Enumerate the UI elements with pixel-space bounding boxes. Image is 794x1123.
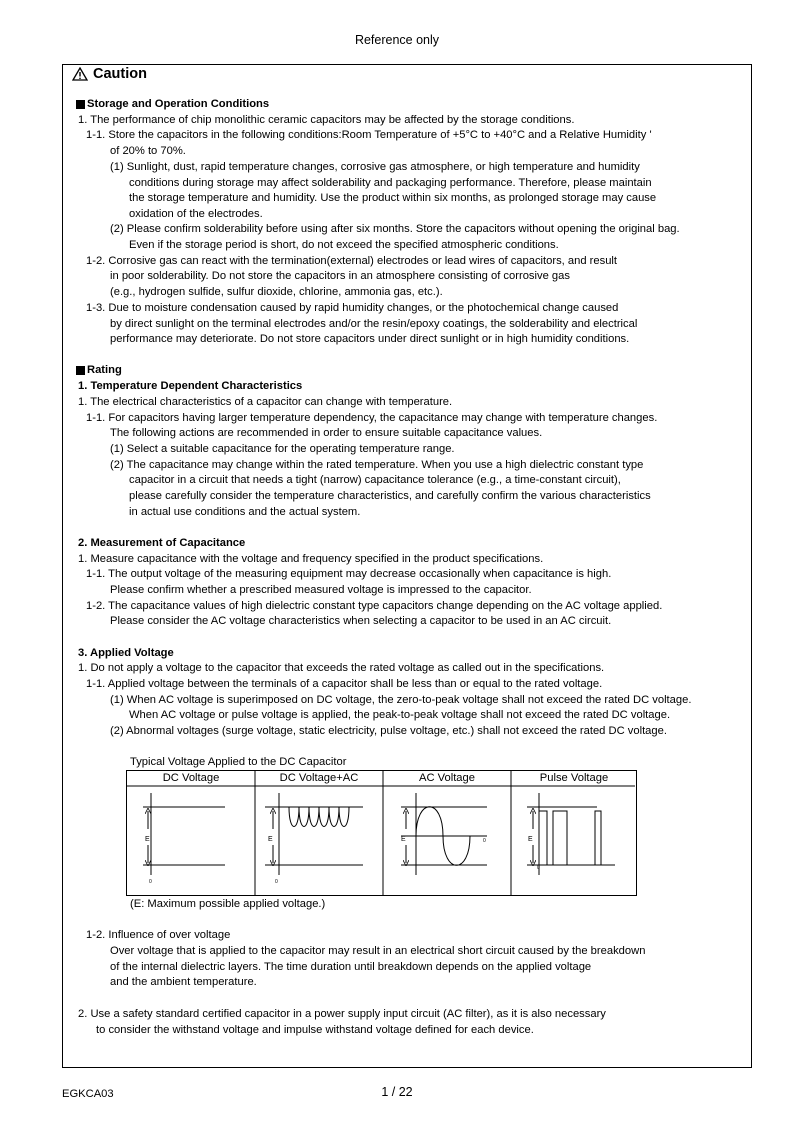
storage-line: of 20% to 70%. [110,145,186,157]
overvoltage-line: and the ambient temperature. [110,976,257,988]
figure-column-header: DC Voltage+AC [279,772,359,784]
storage-line: 1. The performance of chip monolithic ceramic capacitors may be affected by the storage conditions. [78,114,575,126]
storage-line: the storage temperature and humidity. Use the product within six months, as prolonged storage may cause [129,192,657,204]
e-label: E [528,836,533,843]
overvoltage-line: 1-2. Influence of over voltage [86,929,231,941]
figure-caption: (E: Maximum possible applied voltage.) [130,898,326,910]
e-label: E [268,836,273,843]
storage-line: conditions during storage may affect solderability and packaging performance. Therefore, please maintain [129,177,652,189]
applied-line: (2) Abnormal voltages (surge voltage, static electricity, pulse voltage, etc.) shall not exceed the rated DC voltage. [110,725,667,737]
zero-label: 0 [483,838,486,844]
figure-title: Typical Voltage Applied to the DC Capacitor [130,756,347,768]
ac-voltage-diagram [401,793,487,875]
caution-title: Caution [93,66,147,82]
voltage-waveforms [127,771,635,895]
temp-line: 1-1. For capacitors having larger temperature dependency, the capacitance may change with temperature changes. [86,412,658,424]
square-bullet-icon [76,100,85,109]
zero-label: 0 [537,865,540,871]
caution-heading [72,66,147,82]
storage-heading: Storage and Operation Conditions [76,98,269,110]
storage-line: 1-1. Store the capacitors in the following conditions:Room Temperature of +5°C to +40°C and a Relative Humidity ' [86,129,652,141]
applied-line: When AC voltage or pulse voltage is applied, the peak-to-peak voltage shall not exceed the rated DC voltage. [129,709,671,721]
page-number: 1 / 22 [381,1085,413,1099]
temp-line: (2) The capacitance may change within the rated temperature. When you use a high dielectric constant type [110,459,644,471]
storage-line: (1) Sunlight, dust, rapid temperature changes, corrosive gas atmosphere, or high temperature and humidity [110,161,640,173]
storage-line: performance may deteriorate. Do not store capacitors under direct sunlight or in high humidity conditions. [110,333,630,345]
temp-line: 1. The electrical characteristics of a capacitor can change with temperature. [78,396,453,408]
meas-line: Please consider the AC voltage characteristics when selecting a capacitor to be used in an AC circuit. [110,615,612,627]
meas-line: 1-1. The output voltage of the measuring equipment may decrease occasionally when capacitance is high. [86,568,612,580]
temp-line: (1) Select a suitable capacitance for the operating temperature range. [110,443,455,455]
page-header: Reference only [354,33,440,47]
square-bullet-icon [76,366,85,375]
applied-heading: 3. Applied Voltage [78,647,174,659]
zero-label: 0 [275,879,278,885]
meas-line: Please confirm whether a prescribed measured voltage is impressed to the capacitor. [110,584,532,596]
storage-line: by direct sunlight on the terminal electrodes and/or the resin/epoxy coatings, the solderability and electrical [110,318,638,330]
storage-line: in poor solderability. Do not store the capacitors in an atmosphere consisting of corrosive gas [110,270,570,282]
meas-heading: 2. Measurement of Capacitance [78,537,246,549]
meas-line: 1. Measure capacitance with the voltage and frequency specified in the product specifications. [78,553,544,565]
applied-line: 1-1. Applied voltage between the terminals of a capacitor shall be less than or equal to the rated voltage. [86,678,603,690]
document-code: EGKCA03 [62,1088,114,1100]
pulse-voltage-diagram [527,793,615,875]
overvoltage-line: Over voltage that is applied to the capacitor may result in an electrical short circuit caused by the breakdown [110,945,646,957]
temp-line: in actual use conditions and the actual system. [129,506,361,518]
storage-line: 1-3. Due to moisture condensation caused by rapid humidity changes, or the photochemical change caused [86,302,619,314]
applied-line: 1. Do not apply a voltage to the capacitor that exceeds the rated voltage as called out in the specifications. [78,662,605,674]
e-label: E [145,836,150,843]
rating-heading: Rating [76,364,122,376]
figure-column-header: DC Voltage [162,772,220,784]
figure-column-header: Pulse Voltage [539,772,609,784]
safety-line: 2. Use a safety standard certified capacitor in a power supply input circuit (AC filter), as it is also necessary [78,1008,606,1020]
temp-line: capacitor in a circuit that needs a tight (narrow) capacitance tolerance (e.g., a time-constant circuit), [129,474,621,486]
storage-line: (2) Please confirm solderability before using after six months. Store the capacitors without opening the original bag. [110,223,680,235]
overvoltage-line: of the internal dielectric layers. The time duration until breakdown depends on the applied voltage [110,961,592,973]
storage-line: oxidation of the electrodes. [129,208,263,220]
warning-triangle-icon [72,67,88,81]
storage-line: 1-2. Corrosive gas can react with the termination(external) electrodes or lead wires of capacitors, and result [86,255,618,267]
storage-line: (e.g., hydrogen sulfide, sulfur dioxide, chlorine, ammonia gas, etc.). [110,286,443,298]
safety-line: to consider the withstand voltage and impulse withstand voltage defined for each device. [96,1024,534,1036]
dc-ac-voltage-diagram [265,793,363,875]
meas-line: 1-2. The capacitance values of high dielectric constant type capacitors change depending on the AC voltage applied. [86,600,663,612]
voltage-figure [126,770,637,896]
temp-line: The following actions are recommended in order to ensure suitable capacitance values. [110,427,543,439]
applied-line: (1) When AC voltage is superimposed on DC voltage, the zero-to-peak voltage shall not exceed the rated DC voltage. [110,694,692,706]
temp-line: please carefully consider the temperature characteristics, and carefully confirm the various characteristics [129,490,651,502]
zero-label: 0 [149,879,152,885]
temp-heading: 1. Temperature Dependent Characteristics [78,380,303,392]
e-label: E [401,836,406,843]
dc-voltage-diagram [143,793,225,875]
figure-column-header: AC Voltage [419,772,475,784]
storage-line: Even if the storage period is short, do not exceed the specified atmospheric conditions. [129,239,559,251]
